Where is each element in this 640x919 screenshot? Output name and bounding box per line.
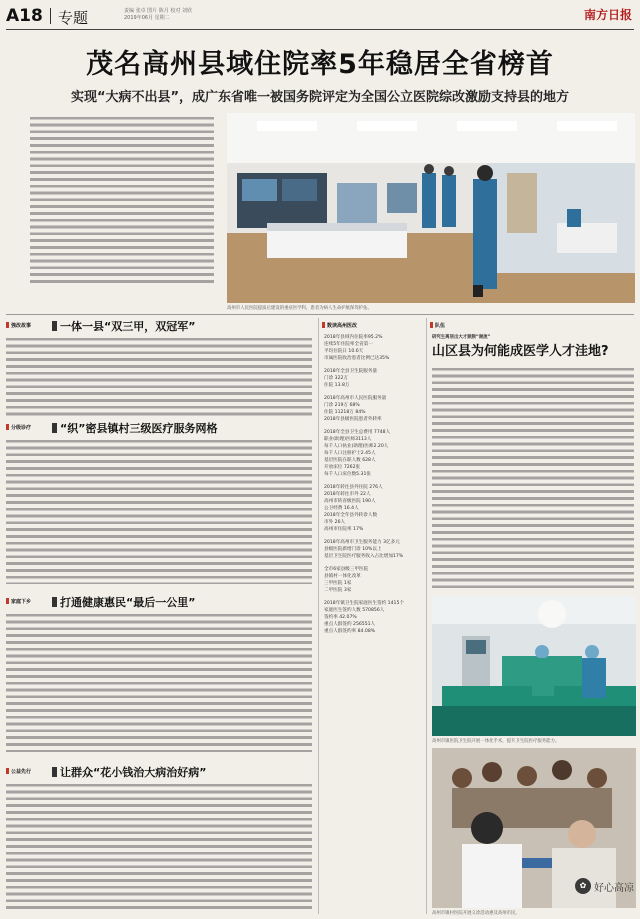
date-line: 2019年06月 星期二	[124, 15, 170, 21]
section3-tag: 家庭下乡	[6, 598, 31, 605]
column-divider-right	[426, 318, 427, 914]
stat-line: 每千人口执业(助理)医师2.20人	[324, 444, 389, 449]
wechat-logo-icon: ✿	[575, 878, 591, 894]
stat-line: 2018年转往市外 22人	[324, 492, 371, 497]
section2-text	[6, 438, 312, 584]
stat-line: 市属医院收治患者比例已达35%	[324, 356, 390, 361]
stat-line: 高州市住院率 17%	[324, 527, 364, 532]
watermark	[575, 878, 634, 894]
stat-line: 住院 13.8万	[324, 383, 350, 388]
page-number: A18	[6, 6, 43, 26]
stat-line: 2018年全县卫生院服务量	[324, 369, 378, 374]
stat-line: 二甲医院 3家	[324, 588, 352, 593]
stat-line: 2018年高州市卫生服务能力 3亿多元	[324, 540, 400, 545]
stat-line: 住院 11218万 84%	[324, 410, 366, 415]
stat-line: 高州市转省级医院 190人	[324, 499, 376, 504]
hospital-ward-illustration	[227, 113, 635, 303]
stat-line: 基层医院在职人数 628人	[324, 458, 376, 463]
stat-line: 每千人口床位数5.31张	[324, 472, 371, 477]
stat-line: 职业(助理)医师3113人	[324, 437, 372, 442]
stat-line: 2018年全年县外转诊人数	[324, 513, 378, 518]
stat-line: 全市6家县级三甲医院	[324, 567, 369, 572]
stat-line: 家庭医生签约人数 570856人	[324, 608, 385, 613]
stat-line: 县镇村一体化改革	[324, 574, 361, 579]
section1-title: 一体一县“双三甲，双冠军”	[52, 318, 195, 334]
section4-tag: 公益先行	[6, 768, 31, 775]
stat-line: 2018年转往县外住院 276人	[324, 485, 383, 490]
stat-line: 基层卫生院医疗服务收入占比增加17%	[324, 554, 404, 559]
page-headline: 茂名高州县域住院率5年稳居全省榜首	[86, 49, 554, 80]
stat-line: 公卫经费 16.4人	[324, 506, 359, 511]
stat-line: 2018年全县卫生总费用 7748人	[324, 430, 391, 435]
photo3-caption: 高州市镇村医院开展义诊活动惠及高州市民。	[432, 911, 520, 916]
section4-title: 让群众“花小钱治大病治好病”	[52, 764, 206, 780]
stats-tag: 数读高州医改	[322, 322, 357, 329]
stats-column	[324, 334, 424, 635]
photo2-caption: 高州市镇医院卫生院开展一体化手术，提升卫生院医疗服务能力。	[432, 739, 560, 744]
right-title: 山区县为何能成医学人才洼地?	[432, 344, 609, 359]
right-lead: 研究生离居出大才频频“谢流”	[432, 335, 491, 340]
watermark-text: 好心高凉	[594, 882, 634, 894]
masthead-divider	[50, 8, 51, 24]
section3-text	[6, 612, 312, 752]
masthead-meta	[124, 8, 294, 22]
stat-line: 门诊 322万	[324, 376, 349, 381]
section2-title: “织”密县镇村三级医疗服务网格	[52, 420, 217, 436]
section2-tag: 分级诊疗	[6, 424, 31, 431]
stat-line: 县级医院新增门诊 10%以上	[324, 547, 382, 552]
right-tag: 队伍	[430, 322, 445, 329]
masthead	[6, 4, 634, 30]
right-article-text	[432, 366, 634, 588]
stat-line: 2018年县域内住院率95.2%	[324, 335, 383, 340]
stat-line: 连续5年住院率全省第一	[324, 342, 373, 347]
section3-title: 打通健康惠民“最后一公里”	[52, 594, 195, 610]
stat-line: 三甲医院 1家	[324, 581, 352, 586]
section4-text	[6, 782, 312, 912]
stat-line: 门诊 219万 68%	[324, 403, 360, 408]
editor-line: 责编 张卓 图片 陈月 校对 刘欣	[124, 8, 192, 14]
stat-line: 2018年镇卫生院家庭医生签约 1415个	[324, 601, 404, 606]
stat-line: 2018年县级医院患者外转率	[324, 417, 382, 422]
page-subhead: 实现“大病不出县”，成广东省唯一被国务院评定为全国公立医院综改激励支持县的地方	[70, 90, 570, 105]
top-divider	[6, 314, 634, 315]
hospital-ward-photo	[227, 113, 635, 303]
column-divider-left	[318, 318, 319, 914]
section-name: 专题	[58, 9, 89, 27]
stat-line: 每千人口注册护士2.45人	[324, 451, 376, 456]
lead-article-text	[30, 115, 214, 287]
stat-line: 2018年高州市人民医院服务量	[324, 396, 387, 401]
operating-room-photo	[432, 596, 636, 736]
stat-line: 重点人群签约 256551人	[324, 622, 376, 627]
stat-line: 平均住院日 10.6天	[324, 349, 364, 354]
stat-line: 市外 26人	[324, 520, 346, 525]
operating-room-illustration	[432, 596, 636, 736]
stat-line: 重点人群签约率 84.08%	[324, 629, 376, 634]
newspaper-brand: 南方日报	[583, 8, 632, 22]
photo1-caption: 高州市人民医院提质后建设的重症医学科，患者为病人生命护航保驾护佑。	[227, 306, 372, 311]
stat-line: 开放床位 7262张	[324, 465, 361, 470]
stat-line: 签约率 42.07%	[324, 615, 357, 620]
section1-tag: 強改故事	[6, 322, 31, 329]
section1-text	[6, 336, 312, 416]
